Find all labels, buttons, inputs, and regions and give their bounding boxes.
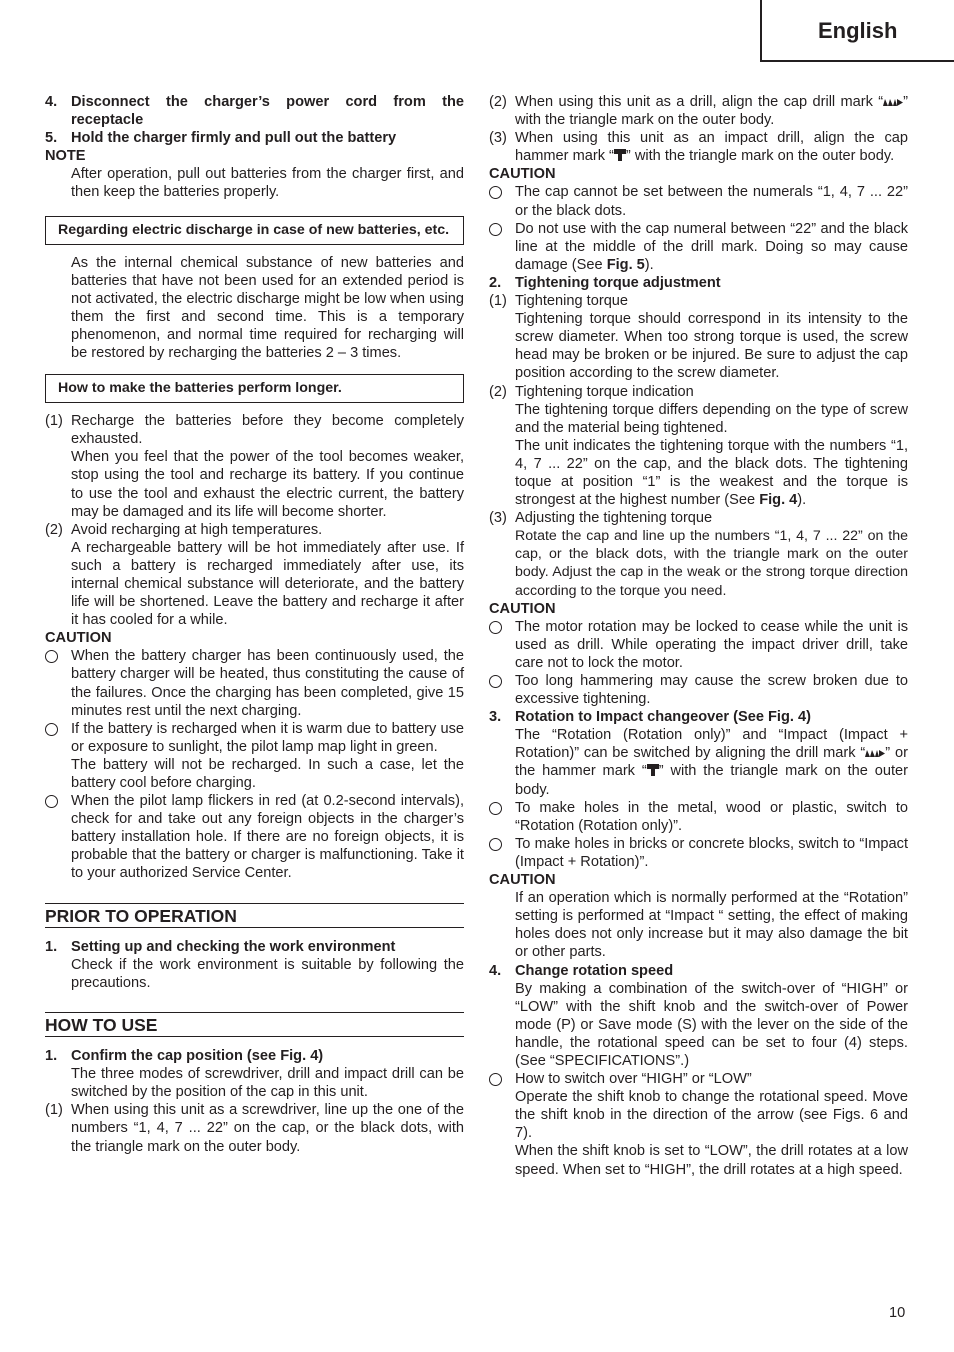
how-step-1	[45, 1047, 464, 1065]
torque-sub-1-text: Tightening torque should correspond in its intensity to the screw diameter. When too strong torque is used, the screw head may be broken or be injured. Be sure to adjust the cap position according to the screw diameter.	[515, 311, 908, 382]
how-step-1-sub-1-text: When using this unit as a screwdriver, line up the one of the numbers “1, 4, 7 ... 22” on the cap, or the black dots, with the triangle mark on the outer body.	[71, 1102, 464, 1155]
how-step-1-sub-1-marker: (1)	[45, 1102, 63, 1119]
circle-bullet-icon	[489, 838, 502, 851]
right-caution-6	[489, 835, 908, 871]
rotation-step-3-marker: 3.	[489, 709, 502, 726]
step-4	[45, 93, 464, 129]
caution-item-1-text: When the battery charger has been continuously used, the battery charger will be heated, thus constituting the cause of the failures. Once the charging has been completed, give 15 minutes rest until the next charging.	[71, 648, 464, 719]
torque-sub-1	[489, 292, 908, 382]
list-item-2-marker: (2)	[45, 521, 63, 538]
torque-step-2-heading: Tightening torque adjustment	[515, 274, 721, 291]
battery-life-box: How to make the batteries perform longer.	[45, 374, 464, 403]
right-caution-6-text: To make holes in bricks or concrete blocks, switch to “Impact (Impact + Rotation)”.	[515, 835, 908, 870]
speed-step-4	[489, 962, 908, 980]
left-column	[45, 93, 464, 1156]
torque-sub-2-text-c	[515, 437, 908, 509]
torque-sub-2-text-c-main: The unit indicates the tightening torque with the numbers “1, 4, 7 ... 22” on the cap, and the black dots. The tightening toque at position “1” is the weakest and the torque is strongest at the highest number (See	[515, 437, 908, 509]
drill-mark-icon	[865, 748, 885, 758]
list-item-2	[45, 521, 464, 630]
torque-sub-3-title: Adjusting the tightening torque	[515, 510, 713, 527]
cap-item-3-text-b: ” with the triangle mark on the outer body.	[625, 148, 895, 165]
torque-sub-1-marker: (1)	[489, 293, 507, 310]
circle-bullet-icon	[45, 723, 58, 736]
torque-step-2-marker: 2.	[489, 274, 502, 291]
rotation-text-a: The “Rotation (Rotation only)” and “Impact (Impact + Rotation)” can be switched by aligning the drill mark “	[515, 727, 908, 762]
caution-label-right-3: CAUTION	[489, 872, 556, 889]
note-text: After operation, pull out batteries from the charger first, and then keep the batteries properly.	[71, 166, 464, 201]
list-item-1-marker: (1)	[45, 413, 63, 430]
right-caution-7-text-b: When the shift knob is set to “LOW”, the drill rotates at a low speed. When set to “HIGH”, the drill rotates at a high speed.	[515, 1143, 908, 1178]
step-4-text: Disconnect the charger’s power cord from the receptacle	[71, 94, 464, 129]
caution-item-3-text: When the pilot lamp flickers in red (at 0.2-second intervals), check for and take out any foreign objects in the charger’s battery installation hole. If there are no foreign objects, it is probable that the battery or charger is malfunctioning. Take it to your authorized Service Center.	[71, 793, 464, 882]
list-item-2-text: A rechargeable battery will be hot immediately after use. If such a battery is recharged immediately after use, its internal chemical substance will deteriorate, and the battery life will be shortened. Leave the battery and recharge it after it has cooled for a while.	[71, 539, 464, 629]
caution-label: CAUTION	[45, 630, 112, 647]
right-caution-1-text: The cap cannot be set between the numerals “1, 4, 7 ... 22” or the black dots.	[515, 184, 908, 219]
torque-sub-2-text-c-end: ).	[797, 492, 807, 509]
caution-item-3	[45, 792, 464, 882]
right-caution-5-text: To make holes in the metal, wood or plastic, switch to “Rotation (Rotation only)”.	[515, 799, 908, 834]
torque-step-2	[489, 274, 908, 292]
language-label: English	[818, 18, 898, 43]
language-tab	[760, 0, 954, 62]
cap-item-2-marker: (2)	[489, 94, 507, 110]
prior-step-1	[45, 938, 464, 956]
drill-mark-icon	[883, 97, 903, 107]
right-caution-2	[489, 220, 908, 274]
caution-item-2-text: If the battery is recharged when it is warm due to battery use or exposure to sunlight, the pilot lamp map light in green.	[71, 720, 464, 755]
list-item-1-title: Recharge the batteries before they become completely exhausted.	[71, 413, 464, 448]
caution-item-2	[45, 720, 464, 792]
step-5-text: Hold the charger firmly and pull out the battery	[71, 130, 397, 147]
torque-sub-3	[489, 509, 908, 599]
step-5	[45, 129, 464, 147]
circle-bullet-icon	[489, 1073, 502, 1086]
page-number: 10	[889, 1305, 906, 1321]
cap-item-3	[489, 129, 908, 165]
step-4-marker: 4.	[45, 94, 58, 110]
cap-item-2-text-b: ” with the triangle mark on the outer body.	[515, 94, 908, 129]
speed-step-4-text: By making a combination of the switch-over of “HIGH” or “LOW” with the shift knob and the switch-over of Power mode (P) or Save mode (S) with the lever on the side of the handle, the rotational speed can be set to four (4) steps. (See “SPECIFICATIONS”.)	[515, 980, 908, 1069]
note-label: NOTE	[45, 148, 86, 165]
discharge-text: As the internal chemical substance of new batteries and batteries that have not been used for an extended period is not activated, the electric discharge might be low when using them the first and second time. This is a temporary phenomenon, and normal time required for recharging will be restored by recharging the batteries 2 – 3 times.	[71, 254, 464, 362]
cap-item-2-text: When using this unit as a drill, align the cap drill mark “	[515, 94, 884, 110]
list-item-1-text: When you feel that the power of the tool becomes weaker, stop using the tool and recharge its battery. If you continue to use the tool and exhaust the electric current, the battery may be damaged and its life will become shorter.	[71, 449, 464, 520]
rotation-text-c: ” with the triangle mark on the outer body.	[515, 763, 908, 798]
list-item-1	[45, 412, 464, 521]
right-caution-7	[489, 1070, 908, 1179]
right-caution-7-text: Operate the shift knob to change the rotational speed. Move the shift knob in the direction of the arrow (see Figs. 6 and 7).	[515, 1089, 908, 1142]
right-caution-3-text: The motor rotation may be locked to cease while the unit is used as drill. While operating the impact driver drill, take care not to lock the motor.	[515, 618, 908, 671]
torque-sub-1-title: Tightening torque	[515, 293, 629, 310]
torque-sub-2-title: Tightening torque indication	[515, 383, 694, 400]
torque-sub-2-text: The tightening torque differs depending on the type of screw and the material being tightened.	[515, 401, 908, 436]
right-column	[489, 93, 908, 1179]
prior-step-1-marker: 1.	[45, 938, 58, 955]
circle-bullet-icon	[489, 186, 502, 199]
right-caution-4-text: Too long hammering may cause the screw broken due to excessive tightening.	[515, 673, 908, 708]
hammer-mark-icon	[647, 764, 659, 776]
torque-sub-2	[489, 383, 908, 510]
how-step-1-marker: 1.	[45, 1048, 58, 1065]
section-prior-to-operation: PRIOR TO OPERATION	[45, 903, 464, 928]
cap-item-3-text: When using this unit as an impact drill, align the cap hammer mark “	[515, 130, 908, 165]
how-step-1-heading: Confirm the cap position (see Fig. 4)	[71, 1048, 324, 1065]
how-step-1-sub-1	[45, 1101, 464, 1155]
prior-step-1-text: Check if the work environment is suitable by following the precautions.	[71, 956, 464, 991]
hammer-mark-icon	[614, 149, 626, 161]
caution-3-text: If an operation which is normally performed at the “Rotation” setting is performed at “Impact “ setting, the effect of making holes does not only increase but it may also damage the bit or other parts.	[515, 890, 908, 961]
right-caution-1	[489, 183, 908, 219]
rotation-step-3-heading: Rotation to Impact changeover (See Fig. 4)	[515, 709, 811, 726]
caution-label-right: CAUTION	[489, 166, 556, 183]
rotation-step-3-text	[489, 726, 908, 798]
rotation-text-b: ” or the hammer mark “	[515, 745, 908, 780]
rotation-step-3	[489, 708, 908, 726]
torque-sub-2-marker: (2)	[489, 383, 507, 400]
step-5-marker: 5.	[45, 130, 58, 147]
cap-item-2	[489, 93, 908, 129]
torque-sub-3-marker: (3)	[489, 510, 507, 527]
speed-step-4-heading: Change rotation speed	[515, 962, 674, 979]
circle-bullet-icon	[489, 223, 502, 236]
right-caution-2-text: Do not use with the cap numeral between “22” and the black line at the middle of the drill mark. Doing so may cause damage (See	[515, 220, 908, 273]
caution-label-right-2: CAUTION	[489, 600, 556, 617]
cap-item-3-marker: (3)	[489, 130, 507, 147]
torque-sub-3-text: Rotate the cap and line up the numbers “1, 4, 7 ... 22” on the cap, or the black dots, with the triangle mark on the outer body. Adjust the cap in the weak or the strong torque direction according to the torque you need.	[515, 528, 908, 599]
circle-bullet-icon	[489, 675, 502, 688]
how-step-1-text: The three modes of screwdriver, drill and impact drill can be switched by the position of the cap in this unit.	[71, 1066, 464, 1101]
fig-4-ref: Fig. 4	[759, 492, 798, 509]
circle-bullet-icon	[45, 795, 58, 808]
right-caution-2-text-end: ).	[644, 256, 654, 273]
caution-item-2-text-b: The battery will not be recharged. In such a case, let the battery cool before charging.	[71, 756, 464, 791]
right-caution-4	[489, 672, 908, 708]
circle-bullet-icon	[45, 650, 58, 663]
section-how-to-use: HOW TO USE	[45, 1012, 464, 1037]
prior-step-1-heading: Setting up and checking the work environment	[71, 938, 396, 955]
right-caution-5	[489, 799, 908, 835]
discharge-box: Regarding electric discharge in case of new batteries, etc.	[45, 216, 464, 245]
fig-5-ref: Fig. 5	[606, 256, 645, 273]
list-item-2-title: Avoid recharging at high temperatures.	[71, 521, 323, 538]
speed-step-4-marker: 4.	[489, 962, 502, 979]
right-caution-7-title: How to switch over “HIGH” or “LOW”	[515, 1071, 752, 1088]
circle-bullet-icon	[489, 802, 502, 815]
right-caution-3	[489, 618, 908, 672]
circle-bullet-icon	[489, 621, 502, 634]
caution-item-1	[45, 647, 464, 719]
